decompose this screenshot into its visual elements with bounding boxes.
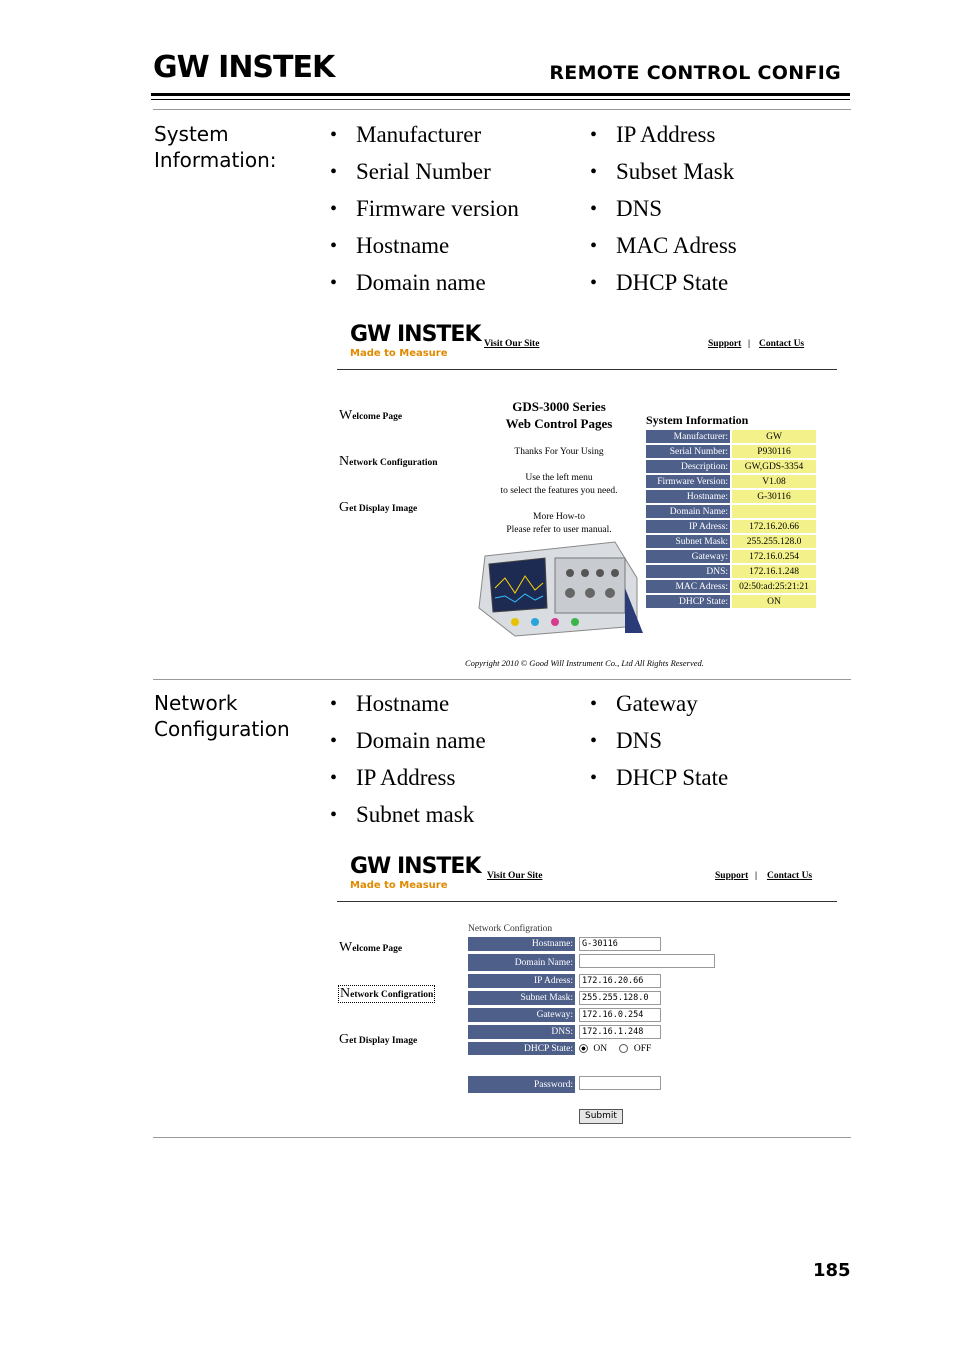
table-key: Gateway: (646, 550, 730, 563)
table-row (646, 430, 816, 443)
table-value: P930116 (732, 445, 816, 458)
support-link[interactable]: Support (715, 871, 749, 881)
table-row (646, 445, 816, 458)
list-item: • Gateway (590, 690, 728, 727)
table-row (468, 991, 715, 1005)
system-info-list-1 (330, 121, 519, 306)
network-config-screenshot (337, 850, 839, 1130)
list-item: • Manufacturer (330, 121, 519, 158)
system-info-table (644, 428, 818, 610)
password-field[interactable] (579, 1076, 661, 1090)
list-item: • Domain name (330, 727, 486, 764)
list-item: • Subset Mask (590, 158, 737, 195)
menu-welcome[interactable]: Welcome Page (339, 408, 403, 423)
network-config-list-1 (330, 690, 486, 838)
form-title: Network Configration (468, 924, 553, 934)
dhcp-on-radio[interactable] (579, 1044, 588, 1053)
network-form (468, 934, 715, 1058)
table-row (646, 565, 816, 578)
table-row (646, 460, 816, 473)
contact-link[interactable]: Contact Us (759, 339, 805, 349)
field-input[interactable]: 172.16.0.254 (579, 1008, 661, 1022)
table-key: DHCP State: (646, 595, 730, 608)
password-form (468, 1073, 661, 1096)
table-key: IP Adress: (646, 520, 730, 533)
table-top-rule (153, 109, 851, 110)
contact-link[interactable]: Contact Us (767, 871, 813, 881)
field-label: Hostname: (468, 937, 575, 951)
field-label: IP Adress: (468, 974, 575, 988)
list-item: • Subnet mask (330, 801, 486, 838)
table-row (468, 1008, 715, 1022)
list-item: • Serial Number (330, 158, 519, 195)
visit-site-link[interactable]: Visit Our Site (487, 871, 543, 881)
dhcp-label: DHCP State: (468, 1042, 575, 1055)
table-value: 172.16.1.248 (732, 565, 816, 578)
table-value: 255.255.128.0 (732, 535, 816, 548)
support-link[interactable]: Support (708, 339, 742, 349)
row-divider (153, 679, 851, 680)
web-title: GDS-3000 Series Web Control Pages (505, 399, 613, 431)
list-item: • Hostname (330, 690, 486, 727)
dhcp-off-radio[interactable] (619, 1044, 628, 1053)
table-row (646, 490, 816, 503)
table-bottom-rule (153, 1137, 851, 1138)
tagline: Made to Measure (350, 348, 448, 359)
dhcp-off-label: OFF (633, 1043, 652, 1054)
table-value: V1.08 (732, 475, 816, 488)
list-item: • MAC Adress (590, 232, 737, 269)
screenshot-rule (337, 901, 837, 902)
table-key: MAC Adress: (646, 580, 730, 593)
dhcp-on-label: ON (593, 1043, 608, 1054)
table-key: Hostname: (646, 490, 730, 503)
field-label: Domain Name: (468, 954, 575, 971)
system-info-list-2 (590, 121, 737, 306)
field-label: Gateway: (468, 1008, 575, 1022)
table-row (646, 595, 816, 608)
table-value: 02:50:ad:25:21:21 (732, 580, 816, 593)
gwinstek-logo: GW INSTEK (153, 50, 335, 85)
header-rule (151, 93, 850, 96)
table-value: ON (732, 595, 816, 608)
link-separator: | (755, 871, 758, 881)
copyright: Copyright 2010 © Good Will Instrument Co., Ltd All Rights Reserved. (465, 658, 704, 668)
system-info-screenshot (337, 318, 839, 673)
welcome-text: Thanks For Your Using Use the left menu to select the features you need. More How-to Please refer to user manual. (500, 447, 618, 535)
table-key: DNS: (646, 565, 730, 578)
list-item: • IP Address (330, 764, 486, 801)
menu-network[interactable]: Network Configration (340, 986, 434, 1001)
table-row (646, 550, 816, 563)
table-row (468, 1042, 715, 1055)
table-value (732, 505, 816, 518)
network-config-list-2 (590, 690, 728, 801)
field-input[interactable]: 255.255.128.0 (579, 991, 661, 1005)
table-row (468, 1025, 715, 1039)
table-row (468, 954, 715, 971)
menu-display-image[interactable]: Get Display Image (339, 1032, 418, 1047)
table-value: 172.16.20.66 (732, 520, 816, 533)
menu-welcome[interactable]: Welcome Page (339, 940, 403, 955)
table-row (468, 937, 715, 951)
section-title: REMOTE CONTROL CONFIG (549, 62, 841, 84)
link-separator: | (748, 339, 751, 349)
field-input[interactable] (579, 954, 715, 968)
table-row (646, 580, 816, 593)
table-row (646, 505, 816, 518)
screenshot-logo: GW INSTEK (350, 322, 481, 347)
list-item: • DHCP State (590, 764, 728, 801)
table-key: Serial Number: (646, 445, 730, 458)
table-value: 172.16.0.254 (732, 550, 816, 563)
oscilloscope-image (475, 538, 643, 638)
page-number: 185 (813, 1260, 851, 1281)
header-rule-thin (151, 99, 850, 100)
table-key: Manufacturer: (646, 430, 730, 443)
table-row (468, 974, 715, 988)
table-value: GW,GDS-3354 (732, 460, 816, 473)
list-item: • Firmware version (330, 195, 519, 232)
field-label: Subnet Mask: (468, 991, 575, 1005)
field-label: DNS: (468, 1025, 575, 1039)
list-item: • Hostname (330, 232, 519, 269)
menu-network[interactable]: Network Configuration (339, 454, 438, 469)
tagline: Made to Measure (350, 880, 448, 891)
table-value: GW (732, 430, 816, 443)
table-row (646, 475, 816, 488)
menu-display-image[interactable]: Get Display Image (339, 500, 418, 515)
table-value: G-30116 (732, 490, 816, 503)
password-label: Password: (468, 1076, 575, 1093)
list-item: • DNS (590, 195, 737, 232)
network-config-label: Network Configuration (154, 691, 290, 741)
table-key: Domain Name: (646, 505, 730, 518)
screenshot-logo: GW INSTEK (350, 854, 481, 879)
system-info-title: System Information (646, 413, 749, 427)
list-item: • DNS (590, 727, 728, 764)
list-item: • DHCP State (590, 269, 737, 306)
system-info-label: System Information: (154, 122, 277, 172)
list-item: • Domain name (330, 269, 519, 306)
table-row (468, 1076, 661, 1093)
table-key: Subnet Mask: (646, 535, 730, 548)
table-key: Description: (646, 460, 730, 473)
submit-button[interactable]: Submit (579, 1109, 623, 1124)
field-input[interactable]: G-30116 (579, 937, 661, 951)
table-key: Firmware Version: (646, 475, 730, 488)
visit-site-link[interactable]: Visit Our Site (484, 339, 540, 349)
table-row (646, 520, 816, 533)
screenshot-rule (337, 369, 837, 370)
field-input[interactable]: 172.16.20.66 (579, 974, 661, 988)
list-item: • IP Address (590, 121, 737, 158)
table-row (646, 535, 816, 548)
field-input[interactable]: 172.16.1.248 (579, 1025, 661, 1039)
